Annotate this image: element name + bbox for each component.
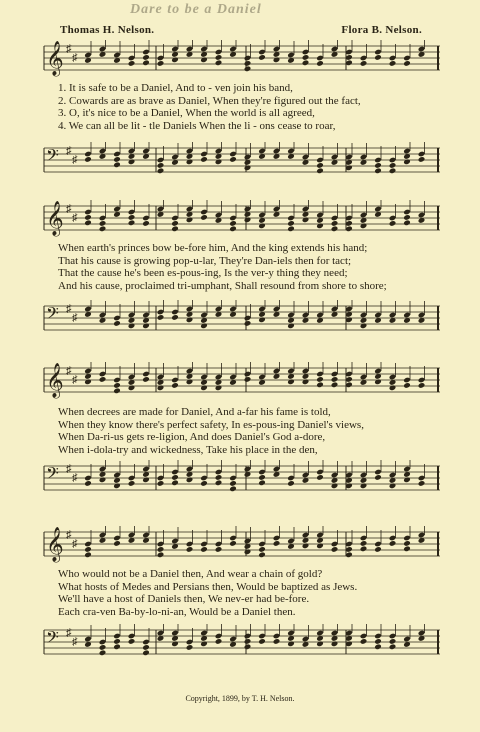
note-head — [186, 477, 194, 484]
note-head — [128, 480, 136, 487]
note-head — [316, 376, 324, 383]
note-head — [316, 60, 324, 67]
lyrics-block-2 — [58, 242, 442, 292]
bass-clef-icon: 𝄢 — [46, 627, 59, 651]
note-head — [171, 480, 179, 487]
note-head — [418, 382, 426, 389]
note-head — [360, 540, 368, 547]
note-head — [200, 546, 208, 553]
note-head — [215, 474, 223, 481]
note-head — [157, 385, 165, 392]
note-head — [113, 162, 121, 169]
note-head — [229, 156, 237, 163]
note-head — [331, 546, 339, 553]
note-head — [389, 220, 397, 227]
note-head — [360, 223, 368, 230]
note-head — [84, 480, 92, 487]
note-head — [403, 477, 411, 484]
note-head — [316, 543, 324, 550]
note-head — [418, 156, 426, 163]
treble-staff — [36, 200, 442, 240]
bass-clef-icon: 𝄢 — [46, 303, 59, 327]
note-head — [331, 483, 339, 490]
note-head — [331, 220, 339, 227]
note-head — [171, 382, 179, 389]
sharp-icon: ♯ — [72, 636, 78, 648]
note-head — [403, 214, 411, 221]
note-head — [258, 223, 266, 230]
note-head — [171, 641, 179, 648]
note-head — [403, 159, 411, 166]
note-head — [113, 644, 121, 651]
note-head — [287, 323, 295, 330]
note-head — [229, 480, 237, 487]
note-head — [200, 323, 208, 330]
treble-clef-icon: 𝄞 — [46, 201, 64, 236]
note-head — [229, 540, 237, 547]
composer-credit: Flora B. Nelson. — [341, 24, 422, 36]
note-head — [113, 320, 121, 327]
lyric-line: Who would not be a Daniel then, And wear a chain of gold? — [58, 568, 323, 580]
note-head — [142, 650, 150, 657]
note-head — [171, 474, 179, 481]
sharp-icon: ♯ — [72, 538, 78, 550]
note-head — [389, 540, 397, 547]
note-head — [171, 314, 179, 321]
note-head — [200, 385, 208, 392]
lyricist-credit: Thomas H. Nelson. — [60, 24, 155, 36]
lyric-line: We'll have a host of Daniels then, We nev-er had be-fore. — [58, 593, 310, 605]
lyric-line: When earth's princes bow be-fore him, And the king extends his hand; — [58, 242, 368, 254]
note-head — [200, 641, 208, 648]
note-head — [244, 549, 252, 556]
sharp-icon: ♯ — [66, 365, 72, 377]
sharp-icon: ♯ — [66, 303, 72, 315]
note-head — [157, 168, 165, 175]
note-head — [374, 54, 382, 61]
note-head — [99, 376, 107, 383]
note-head — [316, 382, 324, 389]
sharp-icon: ♯ — [72, 52, 78, 64]
note-head — [389, 162, 397, 169]
sharp-icon: ♯ — [72, 312, 78, 324]
note-head — [403, 546, 411, 553]
note-head — [258, 546, 266, 553]
note-head — [186, 159, 194, 166]
sharp-icon: ♯ — [66, 145, 72, 157]
note-head — [316, 168, 324, 175]
note-head — [244, 217, 252, 224]
note-head — [84, 214, 92, 221]
note-head — [331, 226, 339, 233]
note-head — [360, 638, 368, 645]
bass-staff — [36, 460, 442, 500]
note-head — [142, 54, 150, 61]
note-head — [244, 638, 252, 645]
sharp-icon: ♯ — [66, 203, 72, 215]
note-head — [157, 314, 165, 321]
note-head — [360, 60, 368, 67]
note-head — [360, 546, 368, 553]
note-head — [389, 385, 397, 392]
note-head — [215, 480, 223, 487]
note-head — [186, 546, 194, 553]
note-head — [374, 644, 382, 651]
note-head — [128, 159, 136, 166]
treble-clef-icon: 𝄞 — [46, 527, 64, 562]
note-head — [403, 540, 411, 547]
note-head — [215, 54, 223, 61]
bass-staff — [36, 142, 442, 182]
bass-staff — [36, 300, 442, 340]
sharp-icon: ♯ — [72, 374, 78, 386]
note-head — [258, 474, 266, 481]
treble-clef-icon: 𝄞 — [46, 363, 64, 398]
note-head — [186, 317, 194, 324]
note-head — [244, 66, 252, 73]
note-head — [316, 474, 324, 481]
note-head — [157, 60, 165, 67]
note-head — [244, 60, 252, 67]
note-head — [215, 638, 223, 645]
note-head — [331, 376, 339, 383]
sharp-icon: ♯ — [66, 43, 72, 55]
note-head — [171, 226, 179, 233]
lyrics-block-1 — [58, 82, 442, 132]
note-head — [113, 638, 121, 645]
note-head — [273, 540, 281, 547]
note-head — [302, 379, 310, 386]
note-head — [84, 156, 92, 163]
note-head — [331, 641, 339, 648]
note-head — [215, 60, 223, 67]
note-head — [113, 483, 121, 490]
note-head — [331, 382, 339, 389]
lyric-line: 1. It is safe to be a Daniel, And to - ven join his band, — [58, 82, 293, 94]
note-head — [258, 317, 266, 324]
note-head — [229, 226, 237, 233]
note-head — [215, 546, 223, 553]
note-head — [403, 382, 411, 389]
note-head — [128, 385, 136, 392]
note-head — [374, 546, 382, 553]
note-head — [157, 162, 165, 169]
note-head — [99, 644, 107, 651]
note-head — [171, 220, 179, 227]
note-head — [374, 379, 382, 386]
lyrics-block-4 — [58, 568, 442, 618]
lyric-line: And his cause, proclaimed tri-umphant, Shall resound from shore to shore; — [58, 279, 387, 292]
lyric-line: That his cause is growing pop-u-lar, They're Dan-iels then for tact; — [58, 254, 352, 267]
note-head — [215, 385, 223, 392]
note-head — [229, 220, 237, 227]
note-head — [360, 323, 368, 330]
note-head — [186, 644, 194, 651]
note-head — [403, 60, 411, 67]
note-head — [142, 220, 150, 227]
sharp-icon: ♯ — [72, 472, 78, 484]
note-head — [302, 217, 310, 224]
note-head — [200, 214, 208, 221]
note-head — [287, 226, 295, 233]
note-head — [287, 641, 295, 648]
note-head — [128, 638, 136, 645]
note-head — [128, 220, 136, 227]
note-head — [142, 60, 150, 67]
note-head — [157, 546, 165, 553]
note-head — [142, 376, 150, 383]
note-head — [389, 644, 397, 651]
copyright-notice: Copyright, 1899, by T. H. Nelson. — [185, 694, 295, 703]
note-head — [84, 220, 92, 227]
note-head — [287, 480, 295, 487]
note-head — [128, 60, 136, 67]
note-head — [389, 168, 397, 175]
note-head — [374, 162, 382, 169]
note-head — [287, 379, 295, 386]
note-head — [200, 480, 208, 487]
note-head — [258, 552, 266, 559]
sharp-icon: ♯ — [66, 627, 72, 639]
note-head — [186, 217, 194, 224]
note-head — [157, 552, 165, 559]
treble-staff — [36, 362, 442, 402]
treble-clef-icon: 𝄞 — [46, 41, 64, 76]
lyric-line: When decrees are made for Daniel, And a-far his fame is told, — [58, 406, 331, 418]
note-head — [287, 220, 295, 227]
note-head — [99, 220, 107, 227]
note-head — [316, 223, 324, 230]
song-title: Dare to be a Daniel — [130, 2, 262, 17]
note-head — [389, 638, 397, 645]
note-head — [389, 483, 397, 490]
lyric-line: When they know there's perfect safety, In es-pous-ing Daniel's views, — [58, 418, 364, 431]
lyric-line: Each cra-ven Ba-by-lo-ni-an, Would be a Daniel then. — [58, 605, 296, 618]
note-head — [99, 226, 107, 233]
sharp-icon: ♯ — [72, 212, 78, 224]
note-head — [113, 388, 121, 395]
note-head — [84, 552, 92, 559]
note-head — [374, 474, 382, 481]
lyric-line: When Da-ri-us gets re-ligion, And does Daniel's God a-dore, — [58, 431, 326, 443]
sharp-icon: ♯ — [66, 529, 72, 541]
note-head — [258, 480, 266, 487]
note-head — [157, 480, 165, 487]
note-head — [360, 483, 368, 490]
lyric-line: That the cause he's been es-pous-ing, Is the ver-y thing they need; — [58, 267, 348, 279]
lyric-line: 2. Cowards are as brave as Daniel, When they're figured out the fact, — [58, 94, 361, 107]
note-head — [99, 477, 107, 484]
note-head — [113, 382, 121, 389]
note-head — [258, 638, 266, 645]
note-head — [403, 220, 411, 227]
lyric-line: 3. O, it's nice to be a Daniel, When the world is all agreed, — [58, 107, 315, 119]
note-head — [244, 376, 252, 383]
note-head — [84, 546, 92, 553]
bass-clef-icon: 𝄢 — [46, 463, 59, 487]
note-head — [302, 543, 310, 550]
note-head — [142, 323, 150, 330]
note-head — [99, 650, 107, 657]
note-head — [302, 60, 310, 67]
note-head — [244, 165, 252, 172]
note-head — [229, 486, 237, 493]
note-head — [258, 54, 266, 61]
note-head — [374, 638, 382, 645]
lyrics-block-3 — [58, 406, 442, 456]
lyric-line: What hosts of Medes and Persians then, Would be baptized as Jews. — [58, 580, 358, 593]
note-head — [273, 57, 281, 64]
note-head — [389, 60, 397, 67]
note-head — [171, 57, 179, 64]
note-head — [142, 644, 150, 651]
note-head — [128, 214, 136, 221]
note-head — [244, 644, 252, 651]
note-head — [418, 480, 426, 487]
note-head — [215, 159, 223, 166]
note-head — [113, 156, 121, 163]
note-head — [142, 477, 150, 484]
sharp-icon: ♯ — [72, 154, 78, 166]
note-head — [316, 162, 324, 169]
treble-staff — [36, 40, 442, 80]
bass-staff — [36, 624, 442, 664]
note-head — [273, 638, 281, 645]
sharp-icon: ♯ — [66, 463, 72, 475]
note-head — [302, 54, 310, 61]
note-head — [244, 320, 252, 327]
lyric-line: 4. We can all be lit - tle Daniels When the li - ons cease to roar, — [58, 119, 336, 132]
lyric-line: When i-dola-try and wickedness, Take his place in the den, — [58, 443, 318, 456]
note-head — [316, 641, 324, 648]
note-head — [186, 379, 194, 386]
note-head — [84, 379, 92, 386]
note-head — [113, 540, 121, 547]
note-head — [128, 323, 136, 330]
treble-staff — [36, 526, 442, 566]
note-head — [374, 168, 382, 175]
note-head — [200, 156, 208, 163]
bass-clef-icon: 𝄢 — [46, 145, 59, 169]
note-head — [200, 57, 208, 64]
